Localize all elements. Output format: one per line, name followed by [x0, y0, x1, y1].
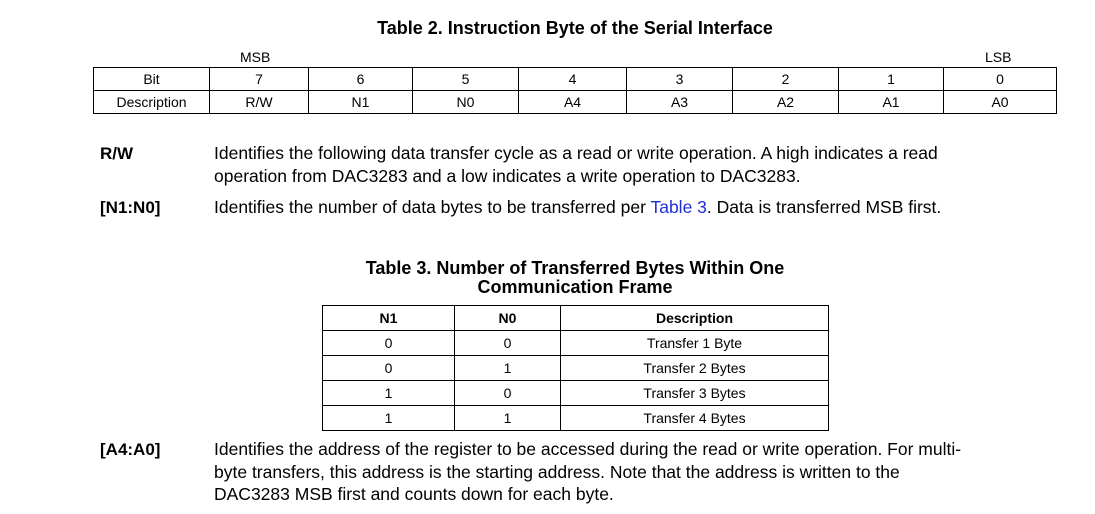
- table-cell: Bit: [94, 68, 210, 91]
- table-cell: 0: [944, 68, 1057, 91]
- table-cell: 5: [413, 68, 519, 91]
- table-cell: 1: [455, 356, 561, 381]
- definition-term-n1n0: [N1:N0]: [100, 198, 161, 217]
- table-cell: 2: [733, 68, 839, 91]
- table-row: [323, 356, 829, 381]
- table-cell: R/W: [210, 91, 309, 114]
- table-cell: Transfer 2 Bytes: [561, 356, 829, 381]
- table-cell: 0: [455, 331, 561, 356]
- table-cell: 7: [210, 68, 309, 91]
- column-header: Description: [561, 306, 829, 331]
- table-row: [323, 406, 829, 431]
- table-cell: 0: [455, 381, 561, 406]
- table3-title-line2: Communication Frame: [477, 277, 673, 297]
- table-cell: A3: [627, 91, 733, 114]
- table-cell: N1: [309, 91, 413, 114]
- table2-title: Table 2. Instruction Byte of the Serial Interface: [377, 18, 773, 38]
- text-line: Identifies the following data transfer cycle as a read or write operation. A high indicates a read: [214, 143, 938, 163]
- transferred-bytes-table: [322, 305, 829, 431]
- table-cell: 3: [627, 68, 733, 91]
- table-cell: A4: [519, 91, 627, 114]
- definition-term-a4a0: [A4:A0]: [100, 440, 161, 459]
- instruction-byte-table: [93, 67, 1057, 114]
- table-cell: 0: [323, 331, 455, 356]
- table3-link[interactable]: Table 3: [650, 197, 707, 217]
- table-cell: 1: [323, 381, 455, 406]
- text-line: DAC3283 MSB first and counts down for each byte.: [214, 484, 614, 504]
- table-cell: N0: [413, 91, 519, 114]
- text-segment: . Data is transferred MSB first.: [706, 197, 942, 217]
- text-segment: Identifies the number of data bytes to be transferred per: [214, 197, 651, 217]
- table-cell: Description: [94, 91, 210, 114]
- table-row-description: [94, 91, 1057, 114]
- table-cell: 1: [323, 406, 455, 431]
- definition-text-a4a0: [214, 438, 1054, 506]
- column-header: N0: [455, 306, 561, 331]
- text-line: operation from DAC3283 and a low indicates a write operation to DAC3283.: [214, 165, 801, 186]
- msb-label: MSB: [240, 49, 271, 65]
- table-cell: A2: [733, 91, 839, 114]
- table-row: [323, 331, 829, 356]
- table3-title: [0, 259, 1095, 297]
- table-cell: A1: [839, 91, 944, 114]
- definition-term-rw: R/W: [100, 144, 134, 163]
- table-cell: Transfer 4 Bytes: [561, 406, 829, 431]
- table3-title-line1: Table 3. Number of Transferred Bytes Within One: [365, 258, 785, 278]
- table-cell: 1: [455, 406, 561, 431]
- table-cell: 1: [839, 68, 944, 91]
- table-cell: A0: [944, 91, 1057, 114]
- table-cell: Transfer 3 Bytes: [561, 381, 829, 406]
- lsb-label: LSB: [985, 49, 1012, 65]
- text-line: Identifies the address of the register to be accessed during the read or write operation. For multi-: [214, 439, 962, 459]
- table-cell: 6: [309, 68, 413, 91]
- table-cell: 4: [519, 68, 627, 91]
- table-row: [323, 381, 829, 406]
- text-line: byte transfers, this address is the starting address. Note that the address is written to the: [214, 461, 900, 482]
- table-row-bit: [94, 68, 1057, 91]
- table-header-row: [323, 306, 829, 331]
- definition-text-rw: [214, 142, 1054, 187]
- table-cell: 0: [323, 356, 455, 381]
- definition-text-n1n0: [214, 196, 1054, 219]
- column-header: N1: [323, 306, 455, 331]
- table-cell: Transfer 1 Byte: [561, 331, 829, 356]
